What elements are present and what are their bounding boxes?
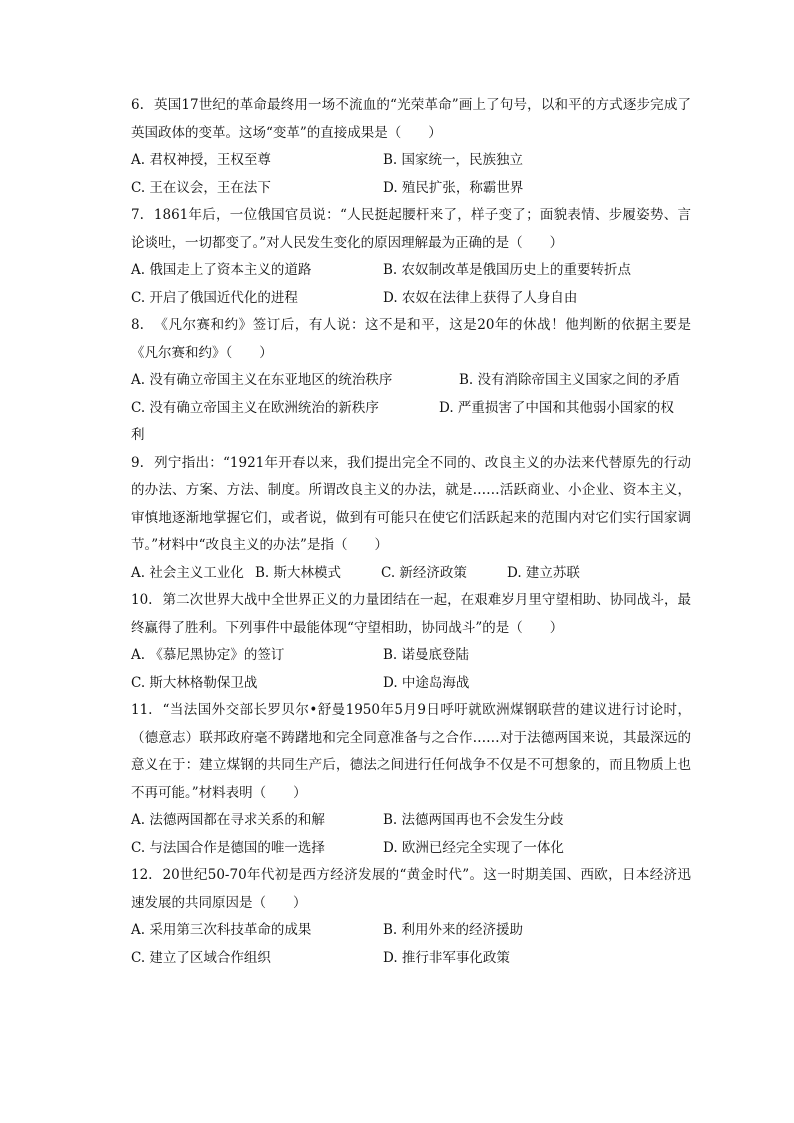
option-c[interactable]: C. 王在议会，王在法下 [131,179,271,196]
question-number: 8. [131,317,144,333]
question-stem [131,92,691,147]
question-number: 10. [131,592,153,608]
option-a[interactable]: A. 俄国走上了资本主义的道路 [131,262,312,278]
question-number: 12. [131,867,153,883]
option-row [131,367,691,395]
option-d[interactable]: D. 农奴在法律上获得了人身自由 [383,289,578,306]
question-7 [131,202,691,312]
option-row [131,285,691,313]
option-a[interactable]: A. 君权神授，王权至尊 [131,152,271,168]
option-a[interactable]: A. 法德两国都在寻求关系的和解 [131,812,325,828]
option-row [131,175,691,203]
option-row [131,642,691,670]
option-row [131,917,691,945]
question-stem [131,587,691,642]
option-b[interactable]: B. 诺曼底登陆 [383,647,470,663]
option-b[interactable]: B. 法德两国再也不会发生分歧 [383,812,564,828]
option-row [131,807,691,835]
option-c[interactable]: C. 与法国合作是德国的唯一选择 [131,839,325,856]
option-a[interactable]: A. 《慕尼黑协定》的签订 [131,647,285,663]
question-text: 第二次世界大战中全世界正义的力量团结在一起，在艰难岁月里守望相助、协同战斗，最终赢得了胜利。下列事件中最能体现“守望相助，协同战斗”的是（ ） [131,592,691,636]
option-c[interactable]: C. 新经济政策 [381,564,467,581]
question-9 [131,450,691,588]
option-b[interactable]: B. 农奴制改革是俄国历史上的重要转折点 [383,262,632,278]
question-11 [131,697,691,862]
option-d[interactable]: D. 欧洲已经完全实现了一体化 [383,839,564,856]
question-text: “当法国外交部长罗贝尔•舒曼1950年5月9日呼吁就欧洲煤钢联营的建议进行讨论时，（德意志）联邦政府毫不踌躇地和完全同意准备与之合作……对于法德两国来说，其最深远的意义在于：建立煤钢的共同生产后，德法之间进行任何战争不仅是不可想象的，而且物质上也不再可能。”材料表明（ ） [131,702,691,801]
option-row [131,945,691,973]
option-b[interactable]: B. 国家统一，民族独立 [383,152,524,168]
question-stem [131,312,691,367]
question-text: 列宁指出：“1921年开春以来，我们提出完全不同的、改良主义的办法来代替原先的行动的办法、方案、方法、制度。所谓改良主义的办法，就是……活跃商业、小企业、资本主义，审慎地逐渐地掌握它们，或者说，做到有可能只在使它们活跃起来的范围内对它们实行国家调节。”材料中“改良主义的办法”是指（ ） [131,454,691,553]
option-row [131,147,691,175]
question-10 [131,587,691,697]
option-c[interactable]: C. 斯大林格勒保卫战 [131,674,258,691]
option-row [131,835,691,863]
option-row [131,395,691,423]
question-stem [131,450,691,560]
option-d[interactable]: D. 中途岛海战 [383,674,470,691]
option-row [131,670,691,698]
option-d[interactable]: D. 严重损害了中国和其他弱小国家的权 [439,399,674,416]
option-d-continuation: 利 [131,427,145,443]
question-number: 11. [131,702,153,718]
option-d[interactable]: D. 推行非军事化政策 [383,949,510,966]
option-c[interactable]: C. 没有确立帝国主义在欧洲统治的新秩序 [131,399,379,416]
question-number: 7. [131,207,144,223]
option-b[interactable]: B. 没有消除帝国主义国家之间的矛盾 [459,372,681,388]
question-text: 《凡尔赛和约》签订后，有人说：这不是和平，这是20年的休战！他判断的依据主要是《凡尔赛和约》（ ） [131,317,691,361]
option-a[interactable]: A. 社会主义工业化 [131,564,244,581]
option-b[interactable]: B. 利用外来的经济援助 [383,922,524,938]
option-b[interactable]: B. 斯大林模式 [255,564,342,581]
question-8 [131,312,691,450]
question-12 [131,862,691,972]
option-c[interactable]: C. 开启了俄国近代化的进程 [131,289,298,306]
question-number: 9. [131,454,144,471]
question-stem [131,697,691,807]
question-text: 1861年后，一位俄国官员说：“人民挺起腰杆来了，样子变了；面貌表情、步履姿势、言论谈吐，一切都变了。”对人民发生变化的原因理解最为正确的是（ ） [131,207,691,251]
question-text: 20世纪50-70年代初是西方经济发展的“黄金时代”。这一时期美国、西欧，日本经济迅速发展的共同原因是（ ） [131,867,691,911]
question-6 [131,92,691,202]
question-text: 英国17世纪的革命最终用一场不流血的“光荣革命”画上了句号，以和平的方式逐步完成了英国政体的变革。这场“变革”的直接成果是（ ） [131,97,691,141]
question-list [131,92,691,972]
option-row [131,257,691,285]
option-a[interactable]: A. 没有确立帝国主义在东亚地区的统治秩序 [131,372,393,388]
option-c[interactable]: C. 建立了区域合作组织 [131,949,271,966]
question-number: 6. [131,97,144,113]
option-d[interactable]: D. 建立苏联 [507,564,580,581]
question-stem [131,862,691,917]
option-row [131,560,691,588]
option-d[interactable]: D. 殖民扩张，称霸世界 [383,179,524,196]
question-stem [131,202,691,257]
option-a[interactable]: A. 采用第三次科技革命的成果 [131,922,312,938]
